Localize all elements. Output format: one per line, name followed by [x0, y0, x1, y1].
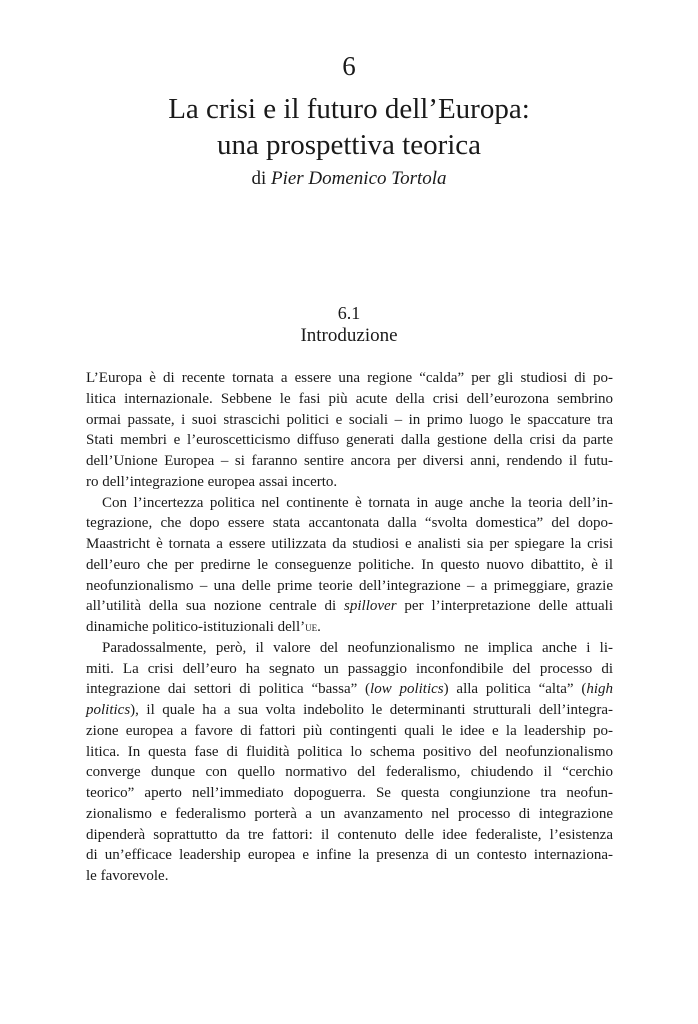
chapter-title-line-1: La crisi e il futuro dell’Europa: [168, 93, 530, 125]
text-line [86, 700, 613, 721]
text-fragment: all’utilità della sua nozione centrale di [86, 598, 345, 615]
text-line [86, 617, 613, 638]
text-line: L’Europa è di recente tornata a essere una regione “calda” per gli studiosi di po- [86, 370, 613, 386]
text-line [86, 679, 613, 700]
text-line [86, 596, 613, 617]
text-line: dell’euro che per predirne le conseguenze politiche. In questo nuovo dibattito, è il [86, 556, 613, 573]
byline-prefix: di [251, 168, 271, 189]
text-line: zionalismo e federalismo porterà a un avanzamento nel processo di integrazione [86, 805, 613, 822]
text-line: di un’efficace leadership europea e infine la presenza di un contesto internaziona- [86, 847, 613, 864]
chapter-number: 6 [342, 51, 356, 81]
paragraph-2 [86, 493, 613, 638]
text-line: neofunzionalismo – una delle prime teorie dell’integrazione – a primeggiare, grazie [86, 577, 613, 594]
text-fragment: ), il quale ha a sua volta indebolito le determinanti strutturali dell’integra- [130, 702, 613, 718]
paragraph-1 [86, 368, 613, 493]
emphasis-term: low politics [370, 681, 444, 698]
chapter-title-line-2: una prospettiva teorica [216, 129, 482, 161]
text-line: dipenderà soprattutto da tre fattori: il contenuto delle idee federaliste, l’esistenza [86, 826, 613, 843]
emphasis-term: politics [86, 702, 131, 718]
text-line: zione europea a favore di fattori più contingenti quali le idee e la leadership po- [86, 722, 613, 739]
text-line: ormai passate, i suoi strascichi politici e sociali – in primo luogo le spaccature tra [86, 411, 613, 428]
byline [0, 167, 698, 191]
text-line: dell’Unione Europea – si faranno sentire ancora per diversi anni, rendendo il futu- [86, 453, 613, 469]
small-caps-abbreviation: ue [305, 619, 318, 634]
text-line: tegrazione, che dopo essere stata accantonata dalla “svolta domestica” del dopo- [86, 515, 613, 532]
text-line: Paradossalmente, però, il valore del neofunzionalismo ne implica anche i li- [102, 639, 613, 656]
text-line: litica. In questa fase di fluidità politica lo schema positivo del neofunzionalismo [86, 743, 613, 760]
section-number: 6.1 [337, 303, 361, 323]
text-line: miti. La crisi dell’euro ha segnato un passaggio inconfondibile del processo di [86, 660, 613, 677]
emphasis-term: spillover [344, 598, 397, 615]
section-title: Introduzione [300, 325, 398, 346]
text-line: Stati membri e l’euroscetticismo diffuso generati dalla gestione della crisi da parte [86, 432, 613, 449]
text-fragment: dinamiche politico-istituzionali dell’ [86, 619, 306, 635]
text-line: Con l’incertezza politica nel continente è tornata in auge anche la teoria dell’in- [102, 494, 613, 511]
body-text [86, 368, 613, 887]
text-line: ro dell’integrazione europea assai incerto. [86, 473, 338, 490]
emphasis-term: high [586, 681, 613, 698]
text-line: le favorevole. [86, 868, 169, 884]
text-fragment: . [317, 619, 321, 635]
text-fragment: per l’interpretazione delle attuali [396, 598, 613, 615]
text-line: converge dunque con quello normativo del federalismo, chiudendo il “cerchio [86, 764, 613, 781]
text-fragment: ) alla politica “alta” ( [443, 681, 587, 698]
paragraph-3 [86, 638, 613, 887]
text-line: teorico” aperto nell’immediato dopoguerra. Se questa congiunzione tra neofun- [86, 785, 613, 801]
text-line: Maastricht è tornata a essere utilizzata da studiosi e analisti sia per spiegare la crisi [86, 536, 613, 552]
text-fragment: integrazione dai settori di politica “bassa” ( [86, 681, 371, 698]
chapter-title [0, 91, 698, 163]
author-name: Pier Domenico Tortola [270, 168, 447, 189]
text-line: litica internazionale. Sebbene le fasi più acute della crisi dell’eurozona sembrino [86, 390, 613, 407]
